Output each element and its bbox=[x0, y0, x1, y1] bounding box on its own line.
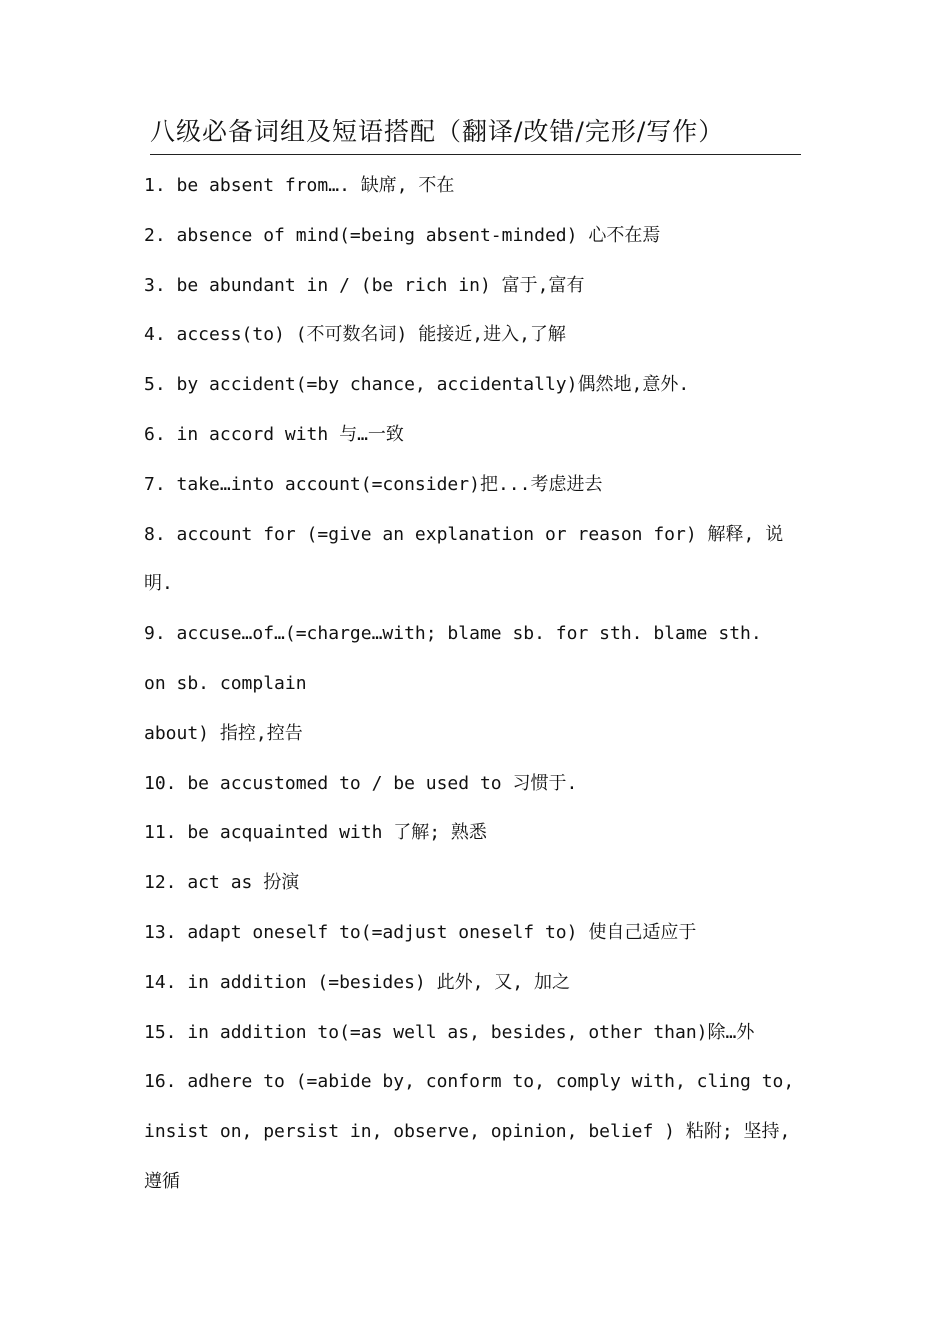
phrase-list bbox=[144, 172, 824, 1218]
title-underline bbox=[150, 154, 801, 155]
phrase-line: about) 指控,控告 bbox=[144, 722, 303, 744]
phrase-line: 9. accuse…of…(=charge…with; blame sb. for sth. blame sth. bbox=[144, 623, 762, 645]
phrase-line: 12. act as 扮演 bbox=[144, 872, 300, 894]
phrase-line: insist on, persist in, observe, opinion, belief ) 粘附; 坚持, bbox=[144, 1121, 791, 1143]
phrase-line: 1. be absent from…. 缺席, 不在 bbox=[144, 175, 455, 196]
phrase-line: 10. be accustomed to / be used to 习惯于. bbox=[144, 772, 578, 794]
phrase-line: 5. by accident(=by chance, accidentally)偶然地,意外. bbox=[144, 374, 690, 396]
phrase-line: 16. adhere to (=abide by, conform to, comply with, cling to, bbox=[144, 1071, 795, 1093]
phrase-line: 6. in accord with 与…一致 bbox=[144, 423, 404, 445]
phrase-line: 7. take…into account(=consider)把...考虑进去 bbox=[144, 473, 603, 495]
phrase-line: 11. be acquainted with 了解; 熟悉 bbox=[144, 822, 487, 844]
phrase-line: 8. account for (=give an explanation or reason for) 解释, 说 bbox=[144, 523, 784, 545]
document-title: 八级必备词组及短语搭配（翻译/改错/完形/写作） bbox=[150, 117, 725, 146]
phrase-line: 14. in addition (=besides) 此外, 又, 加之 bbox=[144, 971, 570, 993]
phrase-line: on sb. complain bbox=[144, 672, 307, 694]
phrase-line: 4. access(to) (不可数名词) 能接近,进入,了解 bbox=[144, 324, 566, 346]
phrase-line: 3. be abundant in / (be rich in) 富于,富有 bbox=[144, 274, 585, 296]
phrase-line: 13. adapt oneself to(=adjust oneself to) 使自己适应于 bbox=[144, 921, 697, 943]
phrase-line: 遵循 bbox=[144, 1170, 180, 1192]
phrase-line: 15. in addition to(=as well as, besides, other than)除…外 bbox=[144, 1021, 755, 1043]
phrase-line: 明. bbox=[144, 573, 173, 595]
phrase-line: 2. absence of mind(=being absent-minded) 心不在焉 bbox=[144, 224, 661, 246]
